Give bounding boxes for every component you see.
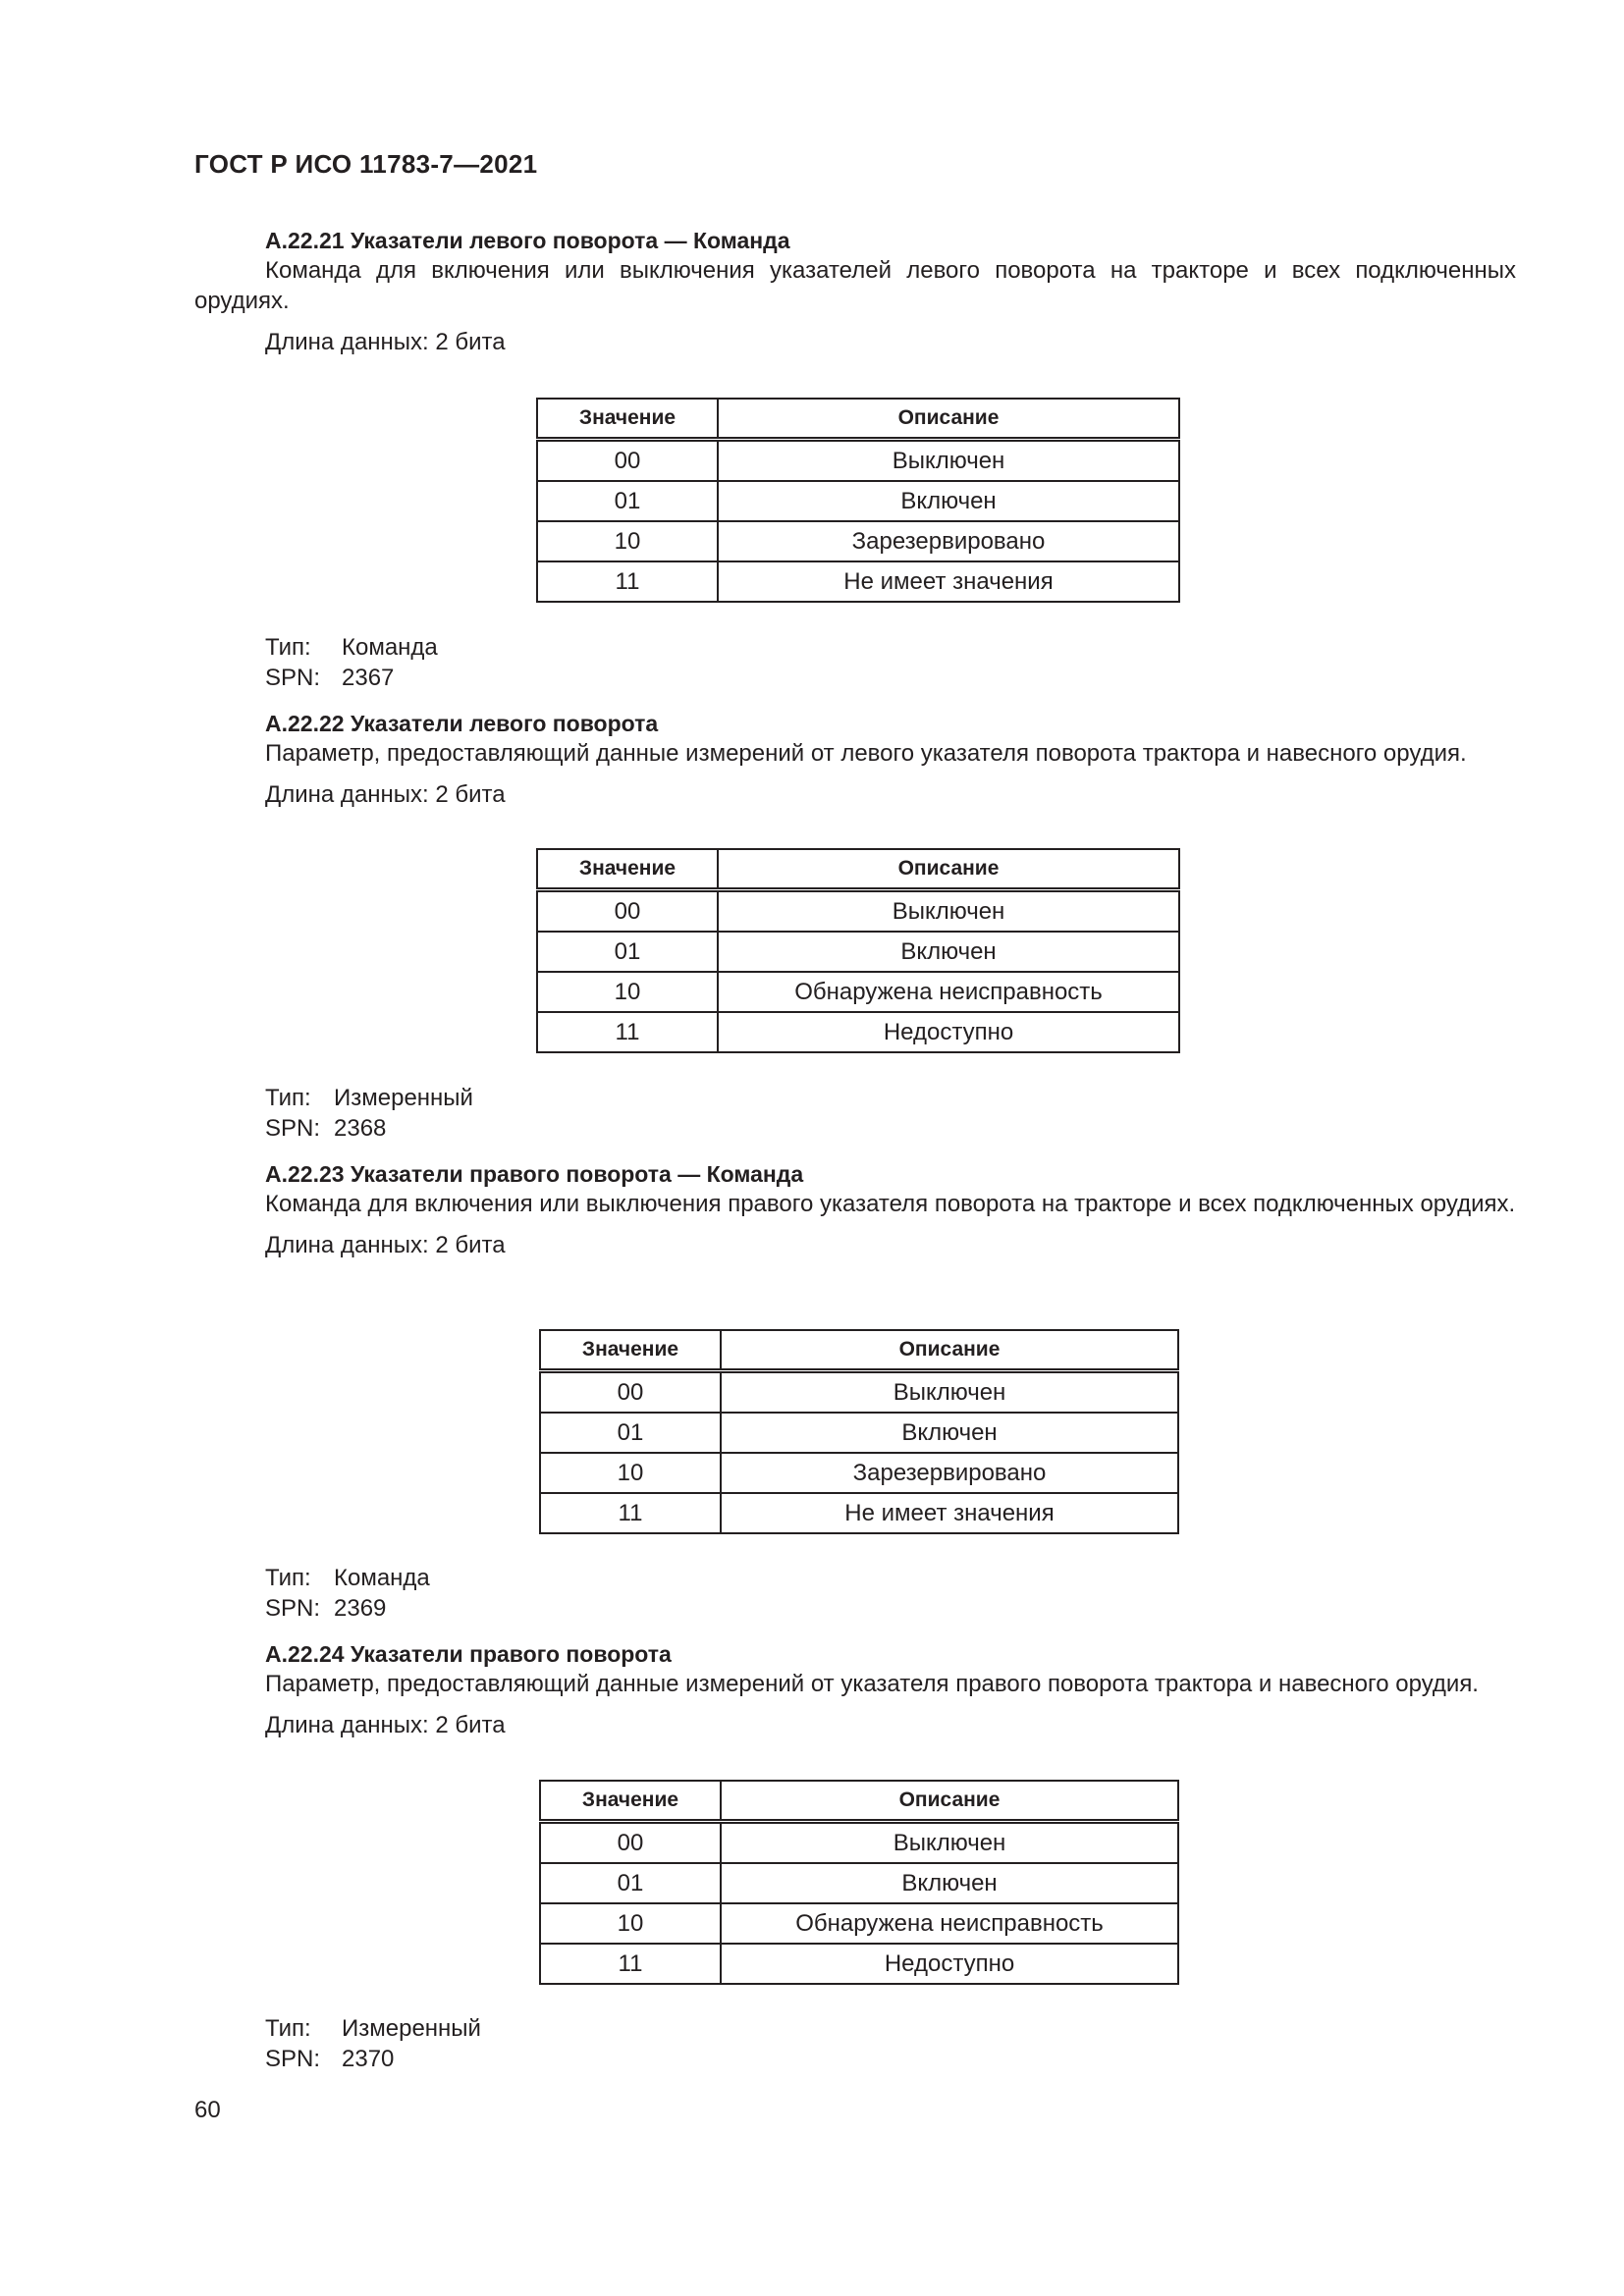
data-length: Длина данных: 2 бита: [265, 781, 506, 808]
cell-description: Выключен: [718, 440, 1179, 482]
cell-description: Не имеет значения: [721, 1493, 1178, 1533]
cell-description: Обнаружена неисправность: [721, 1903, 1178, 1944]
column-header-description: Описание: [718, 849, 1179, 890]
type-label: Тип:: [265, 1085, 311, 1111]
column-header-description: Описание: [718, 399, 1179, 440]
table-row: [537, 440, 1179, 482]
column-header-value: Значение: [540, 1330, 721, 1371]
type-label: Тип:: [265, 634, 311, 661]
column-header-value: Значение: [540, 1781, 721, 1822]
type-spn-block: [265, 1563, 430, 1624]
section-heading: А.22.22 Указатели левого поворота: [265, 711, 659, 736]
table-row: [540, 1493, 1178, 1533]
cell-description: Выключен: [721, 1822, 1178, 1864]
table-header-row: [540, 1781, 1178, 1822]
values-table: [539, 1780, 1179, 1985]
type-value: Команда: [342, 634, 438, 661]
cell-value: 10: [540, 1453, 721, 1493]
section-a-22-23: [194, 1159, 1516, 1260]
cell-value: 11: [537, 1012, 718, 1052]
table-header-row: [537, 399, 1179, 440]
table-row: [537, 521, 1179, 561]
spn-line: [265, 1113, 473, 1144]
cell-value: 01: [537, 932, 718, 972]
section-description: Команда для включения или выключения правого указателя поворота на тракторе и всех подключенных орудиях.: [265, 1191, 1516, 1217]
table-row: [540, 1371, 1178, 1414]
cell-value: 10: [537, 521, 718, 561]
cell-description: Не имеет значения: [718, 561, 1179, 602]
cell-value: 01: [537, 481, 718, 521]
cell-description: Включен: [718, 481, 1179, 521]
table-row: [537, 932, 1179, 972]
table-row: [537, 1012, 1179, 1052]
section-description: Параметр, предоставляющий данные измерений от указателя правого поворота трактора и навесного орудия.: [265, 1671, 1479, 1697]
type-value: Измеренный: [342, 2015, 481, 2042]
type-label: Тип:: [265, 1565, 311, 1591]
section-a-22-24: [194, 1639, 1516, 1740]
table-row: [537, 890, 1179, 933]
table-row: [540, 1453, 1178, 1493]
values-table: [536, 398, 1180, 603]
cell-description: Зарезервировано: [718, 521, 1179, 561]
cell-value: 01: [540, 1413, 721, 1453]
table-row: [537, 972, 1179, 1012]
values-table: [536, 848, 1180, 1053]
cell-value: 10: [537, 972, 718, 1012]
column-header-description: Описание: [721, 1330, 1178, 1371]
cell-description: Обнаружена неисправность: [718, 972, 1179, 1012]
spn-label: SPN:: [265, 2046, 321, 2072]
data-length: Длина данных: 2 бита: [265, 329, 506, 355]
type-line: [265, 632, 438, 663]
table-row: [540, 1903, 1178, 1944]
column-header-description: Описание: [721, 1781, 1178, 1822]
type-line: [265, 2013, 481, 2044]
spn-value: 2370: [342, 2046, 395, 2072]
cell-value: 11: [540, 1944, 721, 1984]
type-spn-block: [265, 632, 438, 693]
spn-line: [265, 1593, 430, 1624]
cell-description: Включен: [718, 932, 1179, 972]
column-header-value: Значение: [537, 849, 718, 890]
table-row: [540, 1822, 1178, 1864]
cell-description: Включен: [721, 1413, 1178, 1453]
spn-value: 2369: [334, 1595, 387, 1622]
cell-description: Недоступно: [721, 1944, 1178, 1984]
values-table: [539, 1329, 1179, 1534]
data-length: Длина данных: 2 бита: [265, 1232, 506, 1258]
cell-description: Выключен: [718, 890, 1179, 933]
cell-value: 01: [540, 1863, 721, 1903]
spn-line: [265, 663, 438, 693]
table-row: [540, 1413, 1178, 1453]
table-row: [540, 1944, 1178, 1984]
cell-description: Недоступно: [718, 1012, 1179, 1052]
cell-value: 11: [537, 561, 718, 602]
type-value: Команда: [334, 1565, 430, 1591]
spn-line: [265, 2044, 481, 2074]
cell-value: 00: [540, 1822, 721, 1864]
type-spn-block: [265, 2013, 481, 2074]
spn-label: SPN:: [265, 1115, 321, 1142]
section-a-22-21: [194, 226, 1516, 357]
table-header-row: [537, 849, 1179, 890]
table-row: [537, 481, 1179, 521]
section-heading: А.22.21 Указатели левого поворота — Команда: [265, 228, 790, 253]
spn-value: 2368: [334, 1115, 387, 1142]
cell-value: 00: [537, 440, 718, 482]
table-row: [540, 1863, 1178, 1903]
cell-value: 00: [537, 890, 718, 933]
cell-value: 10: [540, 1903, 721, 1944]
cell-value: 11: [540, 1493, 721, 1533]
type-spn-block: [265, 1083, 473, 1144]
section-a-22-22: [194, 709, 1516, 810]
section-heading: А.22.23 Указатели правого поворота — Команда: [265, 1161, 804, 1187]
spn-label: SPN:: [265, 1595, 321, 1622]
document-header-title: ГОСТ Р ИСО 11783-7—2021: [194, 149, 538, 179]
type-line: [265, 1083, 473, 1113]
cell-description: Включен: [721, 1863, 1178, 1903]
table-row: [537, 561, 1179, 602]
section-description: Параметр, предоставляющий данные измерений от левого указателя поворота трактора и навесного орудия.: [265, 740, 1467, 767]
type-value: Измеренный: [334, 1085, 473, 1111]
spn-value: 2367: [342, 665, 395, 691]
page-number: 60: [194, 2097, 221, 2123]
cell-description: Зарезервировано: [721, 1453, 1178, 1493]
spn-label: SPN:: [265, 665, 321, 691]
cell-value: 00: [540, 1371, 721, 1414]
type-line: [265, 1563, 430, 1593]
type-label: Тип:: [265, 2015, 311, 2042]
data-length: Длина данных: 2 бита: [265, 1712, 506, 1738]
column-header-value: Значение: [537, 399, 718, 440]
table-header-row: [540, 1330, 1178, 1371]
section-heading: А.22.24 Указатели правого поворота: [265, 1641, 672, 1667]
section-description: Команда для включения или выключения указателей левого поворота на тракторе и всех подключенных орудиях.: [194, 257, 1516, 314]
cell-description: Выключен: [721, 1371, 1178, 1414]
